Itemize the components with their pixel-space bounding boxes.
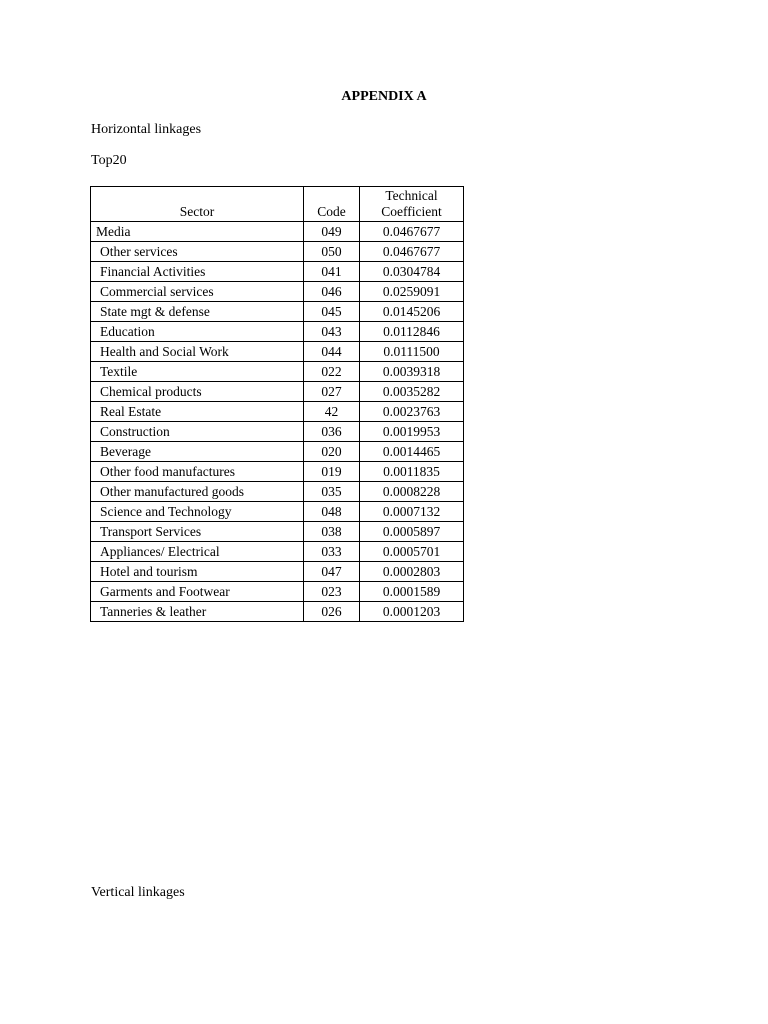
table-row <box>91 522 464 542</box>
section-heading-top20: Top20 <box>91 153 127 168</box>
code-cell: 022 <box>304 362 360 382</box>
table-row <box>91 462 464 482</box>
coefficient-cell: 0.0005897 <box>360 522 464 542</box>
sector-cell: Garments and Footwear <box>91 582 304 602</box>
table-row <box>91 222 464 242</box>
column-header-coefficient-line1: Technical <box>385 188 438 203</box>
column-header-code: Code <box>304 187 360 222</box>
coefficient-cell: 0.0467677 <box>360 222 464 242</box>
coefficient-cell: 0.0111500 <box>360 342 464 362</box>
table-row <box>91 442 464 462</box>
coefficient-cell: 0.0007132 <box>360 502 464 522</box>
coefficient-cell: 0.0145206 <box>360 302 464 322</box>
table-row <box>91 282 464 302</box>
code-cell: 048 <box>304 502 360 522</box>
table-row <box>91 302 464 322</box>
table-row <box>91 482 464 502</box>
code-cell: 42 <box>304 402 360 422</box>
coefficient-cell: 0.0035282 <box>360 382 464 402</box>
coefficient-cell: 0.0011835 <box>360 462 464 482</box>
table-row <box>91 402 464 422</box>
table-row <box>91 422 464 442</box>
sector-cell: Beverage <box>91 442 304 462</box>
coefficient-cell: 0.0259091 <box>360 282 464 302</box>
coefficient-table <box>90 186 464 622</box>
table-row <box>91 602 464 622</box>
sector-cell: Tanneries & leather <box>91 602 304 622</box>
table-header-row <box>91 187 464 222</box>
table-row <box>91 382 464 402</box>
column-header-coefficient <box>360 187 464 222</box>
code-cell: 035 <box>304 482 360 502</box>
coefficient-cell: 0.0014465 <box>360 442 464 462</box>
sector-cell: Education <box>91 322 304 342</box>
table-row <box>91 502 464 522</box>
coefficient-cell: 0.0005701 <box>360 542 464 562</box>
coefficient-cell: 0.0019953 <box>360 422 464 442</box>
sector-cell: Media <box>91 222 304 242</box>
sector-cell: State mgt & defense <box>91 302 304 322</box>
code-cell: 033 <box>304 542 360 562</box>
sector-cell: Appliances/ Electrical <box>91 542 304 562</box>
sector-cell: Financial Activities <box>91 262 304 282</box>
coefficient-cell: 0.0001589 <box>360 582 464 602</box>
coefficient-cell: 0.0023763 <box>360 402 464 422</box>
sector-cell: Chemical products <box>91 382 304 402</box>
code-cell: 027 <box>304 382 360 402</box>
table-row <box>91 562 464 582</box>
sector-cell: Other services <box>91 242 304 262</box>
coefficient-cell: 0.0112846 <box>360 322 464 342</box>
section-heading-vertical: Vertical linkages <box>91 885 185 900</box>
table-body <box>91 222 464 622</box>
code-cell: 046 <box>304 282 360 302</box>
code-cell: 019 <box>304 462 360 482</box>
table-row <box>91 342 464 362</box>
coefficient-cell: 0.0467677 <box>360 242 464 262</box>
code-cell: 044 <box>304 342 360 362</box>
sector-cell: Textile <box>91 362 304 382</box>
sector-cell: Commercial services <box>91 282 304 302</box>
code-cell: 043 <box>304 322 360 342</box>
column-header-coefficient-line2: Coefficient <box>381 204 442 219</box>
coefficient-cell: 0.0304784 <box>360 262 464 282</box>
sector-cell: Transport Services <box>91 522 304 542</box>
code-cell: 020 <box>304 442 360 462</box>
sector-cell: Hotel and tourism <box>91 562 304 582</box>
sector-cell: Health and Social Work <box>91 342 304 362</box>
table-row <box>91 242 464 262</box>
section-heading-horizontal: Horizontal linkages <box>91 122 202 137</box>
table-row <box>91 362 464 382</box>
code-cell: 038 <box>304 522 360 542</box>
coefficient-cell: 0.0008228 <box>360 482 464 502</box>
coefficient-cell: 0.0039318 <box>360 362 464 382</box>
coefficient-cell: 0.0001203 <box>360 602 464 622</box>
table-row <box>91 542 464 562</box>
column-header-sector: Sector <box>91 187 304 222</box>
code-cell: 026 <box>304 602 360 622</box>
code-cell: 047 <box>304 562 360 582</box>
coefficient-cell: 0.0002803 <box>360 562 464 582</box>
code-cell: 050 <box>304 242 360 262</box>
code-cell: 036 <box>304 422 360 442</box>
sector-cell: Real Estate <box>91 402 304 422</box>
page-title: APPENDIX A <box>341 89 427 104</box>
table-row <box>91 322 464 342</box>
code-cell: 045 <box>304 302 360 322</box>
code-cell: 041 <box>304 262 360 282</box>
sector-cell: Science and Technology <box>91 502 304 522</box>
code-cell: 023 <box>304 582 360 602</box>
sector-cell: Construction <box>91 422 304 442</box>
code-cell: 049 <box>304 222 360 242</box>
table-row <box>91 582 464 602</box>
table-row <box>91 262 464 282</box>
sector-cell: Other food manufactures <box>91 462 304 482</box>
sector-cell: Other manufactured goods <box>91 482 304 502</box>
